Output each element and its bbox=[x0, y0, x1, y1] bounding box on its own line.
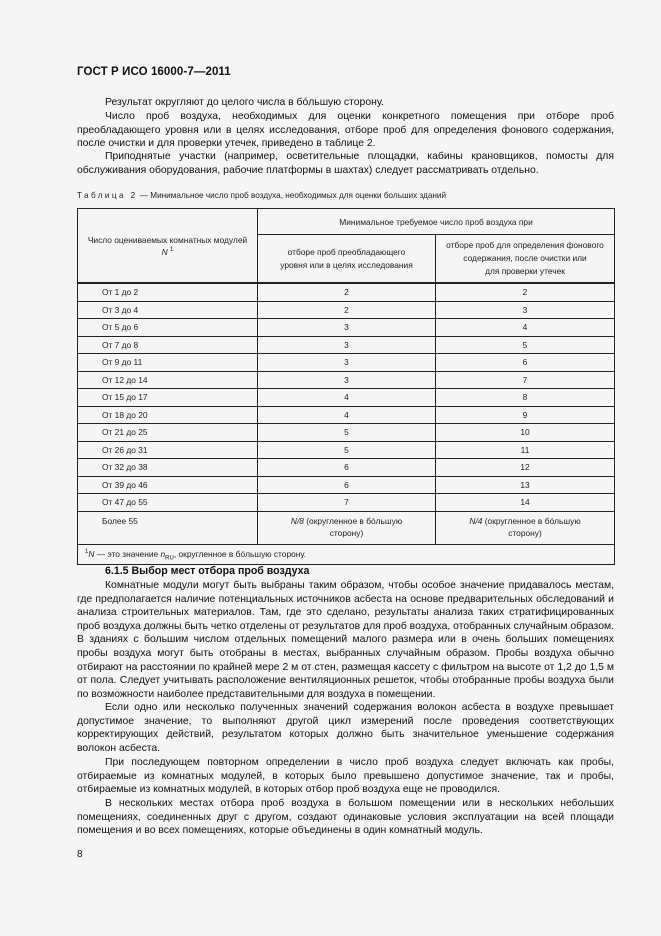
table-row: От 3 до 4 2 3 bbox=[78, 301, 615, 319]
table-row: От 21 до 25 5 10 bbox=[78, 424, 615, 442]
table-footnote: $^1$N — это значение $n_{RU}$, округленное в бóльшую сторону. bbox=[78, 544, 615, 564]
section-paragraph-4: В нескольких местах отбора проб воздуха в большом помещении или в нескольких небольших помещениях, соединенных друг с другом, создают одинаковые условия эксплуатации на всей площади помещения и во всех помещениях, которые объединены в один комнатный модуль. bbox=[77, 798, 614, 837]
section-paragraph-3: При последующем повторном определении в число проб воздуха следует включать как пробы, отбираемые из комнатных модулей, в которых было превышено допустимое значение, так и пробы, отбираемые из комнатных модулей, в которых отбор проб воздуха еще не проводился. bbox=[77, 757, 614, 796]
page-number: 8 bbox=[77, 849, 83, 860]
table-row: От 18 до 20 4 9 bbox=[78, 406, 615, 424]
intro-paragraph-1: Результат округляют до целого числа в бóльшую сторону. bbox=[105, 97, 384, 108]
table-row: От 47 до 55 7 14 bbox=[78, 494, 615, 512]
table-row: От 1 до 2 2 2 bbox=[78, 283, 615, 301]
table-row-more-than-55: Более 55 N/8 (округленное в бóльшую сторону) N/4 (округленное в бóльшую сторону) bbox=[78, 511, 615, 544]
table-caption-text: — Минимальное число проб воздуха, необходимых для оценки больших зданий bbox=[137, 191, 447, 200]
intro-paragraph-3: Приподнятые участки (например, осветительные площадки, кабины крановщиков, помосты для обслуживания оборудования, рабочие платформы в шахтах) следует рассматривать отдельно. bbox=[77, 151, 614, 176]
table-row: От 39 до 46 6 13 bbox=[78, 476, 615, 494]
table-row: От 5 до 6 3 4 bbox=[78, 319, 615, 337]
intro-paragraph-2: Число проб воздуха, необходимых для оценки конкретного помещения при отборе проб преобладающего уровня или в целях исследования, отборе проб для определения фонового содержания, после очистки и для проверки утечек, приведено в таблице 2. bbox=[77, 111, 614, 150]
table-caption bbox=[77, 191, 446, 200]
header-modules-count: Число оцениваемых комнатных модулей N $^1$ bbox=[78, 209, 258, 284]
table-row: От 32 до 38 6 12 bbox=[78, 459, 615, 477]
table-row: От 7 до 8 3 5 bbox=[78, 336, 615, 354]
samples-table bbox=[77, 208, 615, 565]
document-header: ГОСТ Р ИСО 16000-7—2011 bbox=[77, 66, 231, 78]
header-group-min-samples: Минимальное требуемое число проб воздуха при bbox=[258, 209, 615, 235]
table-row: От 15 до 17 4 8 bbox=[78, 389, 615, 407]
header-prevailing: отборе проб преобладающего уровня или в целях исследования bbox=[258, 235, 436, 284]
more-background-cell: N/4 (округленное в бóльшую сторону) bbox=[436, 511, 615, 544]
section-heading: 6.1.5 Выбор мест отбора проб воздуха bbox=[105, 565, 310, 577]
table-row: От 12 до 14 3 7 bbox=[78, 371, 615, 389]
table-row: От 26 до 31 5 11 bbox=[78, 441, 615, 459]
table-caption-label: Таблица 2 bbox=[77, 191, 138, 200]
section-paragraph-1: Комнатные модули могут быть выбраны таким образом, чтобы особое значение придавалось местам, где предполагается наличие потенциальных источников асбеста на основе предварительных обследований и анализа строительных материалов. Там, где это сделано, результаты анализа таких стратифицированных проб воздуха должны быть четко отделены от результатов для проб воздуха, отобранных случайным образом. В зданиях с большим числом отдельных помещений малого размера или в очень больших помещениях пробы воздуха могут быть отобраны в местах, выбранных случайным образом. Пробы воздуха обычно отбирают на расстоянии по крайней мере 2 м от стен, размещая кассету с фильтром на высоте от 1,2 до 1,5 м от пола. Следует учитывать расположение вентиляционных решеток, чтобы отобранные пробы воздуха были по возможности наиболее представительными для воздуха в помещении. bbox=[77, 580, 614, 700]
table-row: От 9 до 11 3 6 bbox=[78, 354, 615, 372]
more-prevailing-cell: N/8 (округленное в бóльшую сторону) bbox=[258, 511, 436, 544]
section-paragraph-2: Если одно или несколько полученных значений содержания волокон асбеста в воздухе превышает допустимое значение, то выполняют другой цикл измерений после проведения соответствующих корректирующих действий, результатом которых должно быть значительное уменьшение содержания волокон асбеста. bbox=[77, 702, 614, 754]
header-background: отборе проб для определения фонового содержания, после очистки или для проверки утечек bbox=[436, 235, 615, 284]
